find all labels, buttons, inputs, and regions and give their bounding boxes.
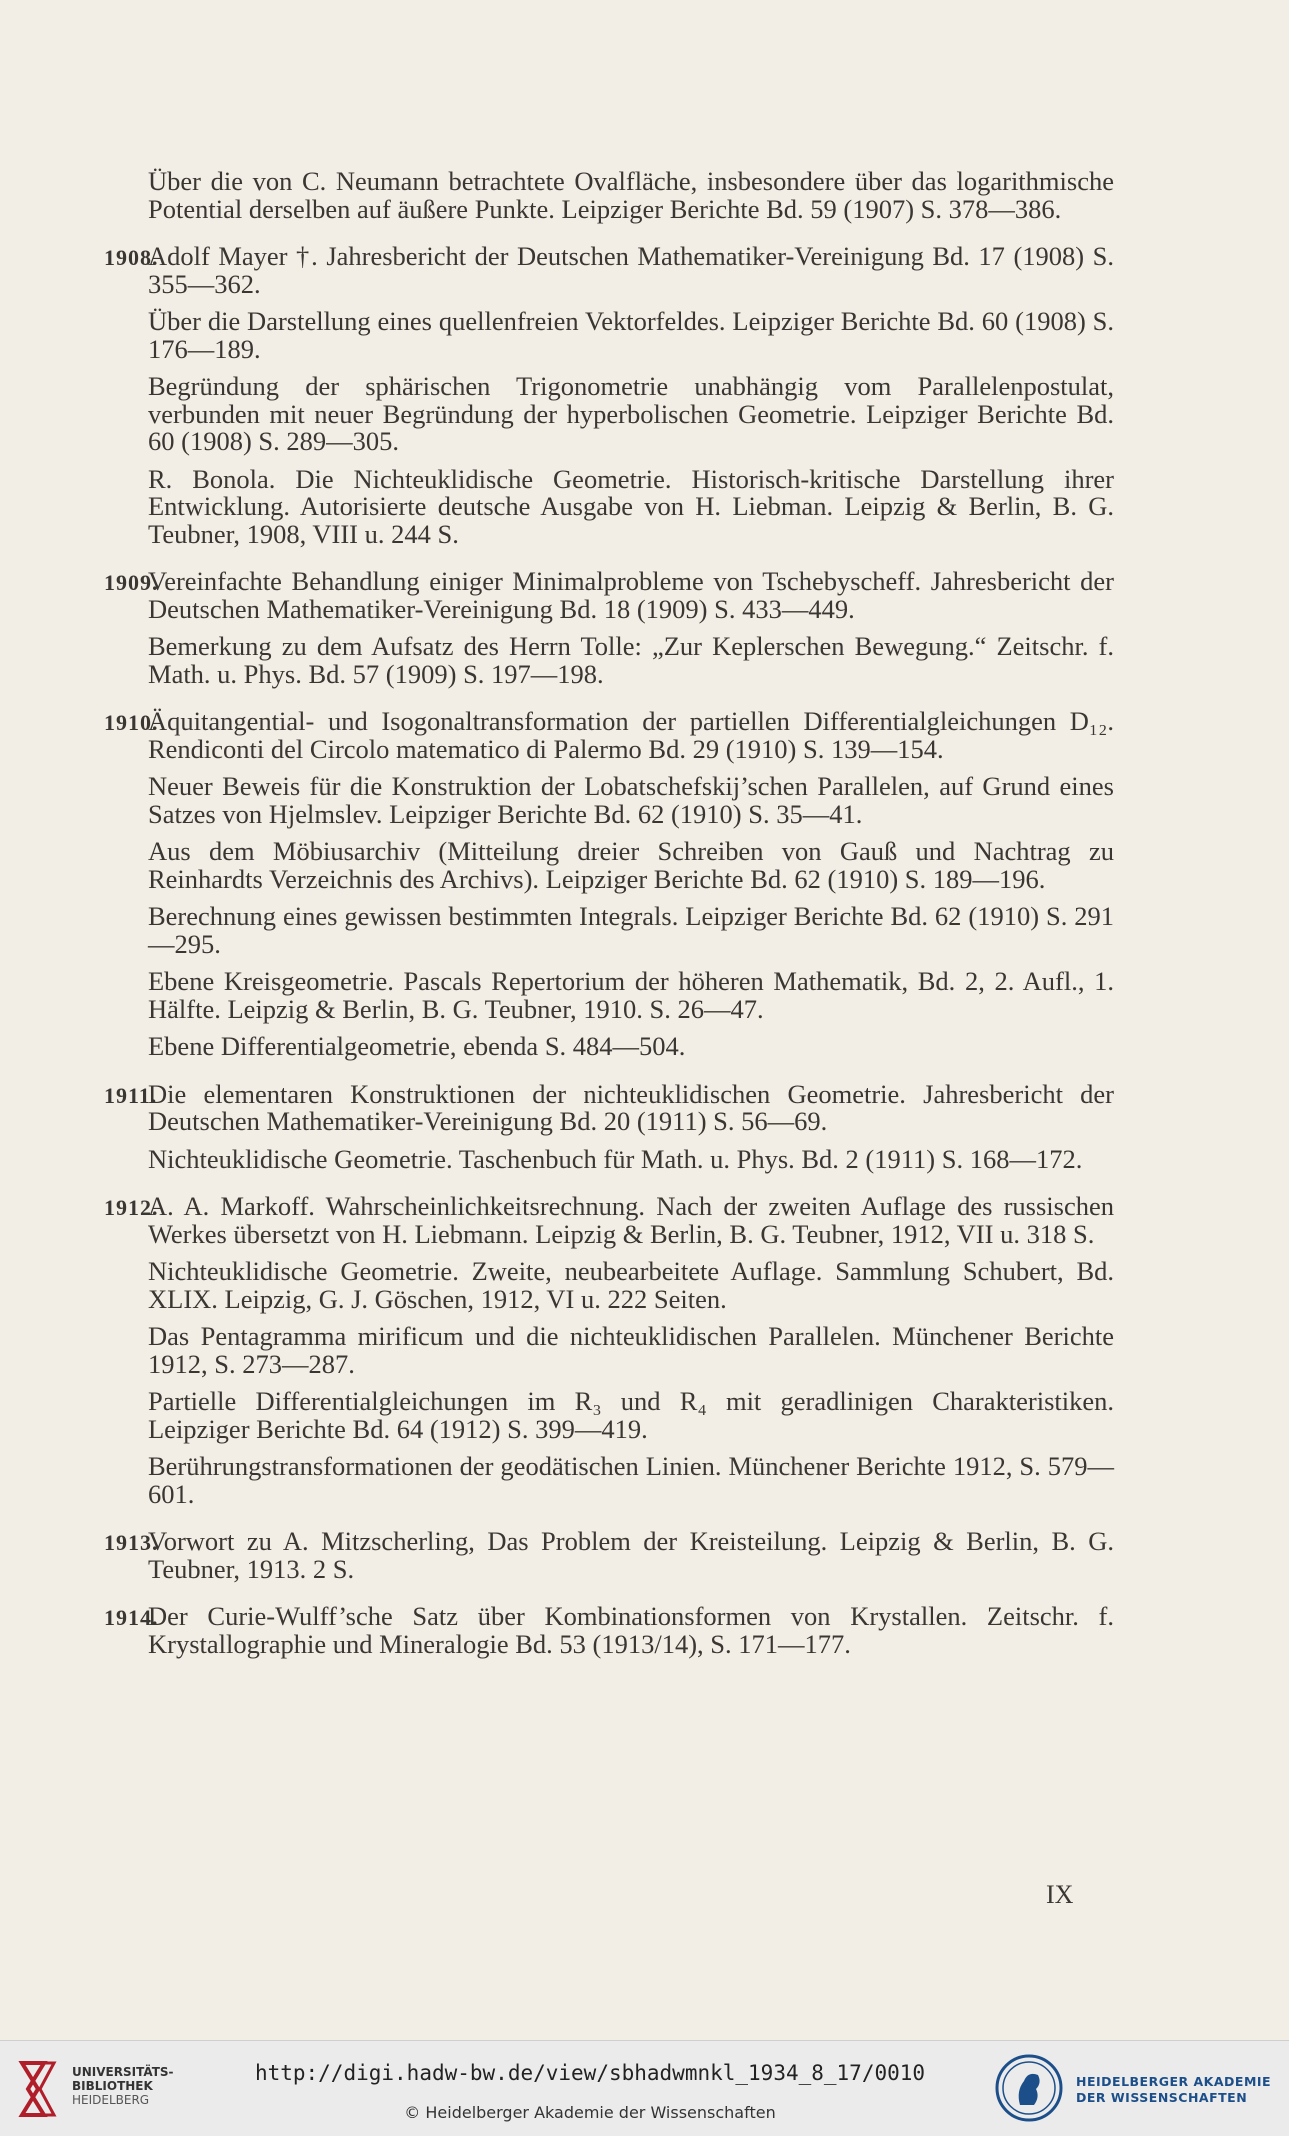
academy-logo-icon[interactable]	[994, 2053, 1064, 2123]
bibliography-entry	[104, 308, 1114, 363]
entry-text: Vereinfachte Behandlung einiger Minimalprobleme von Tschebyscheff. Jahresbericht der Deutschen Mathematiker-Vereinigung Bd. 18 (1909) S. 433—449.	[148, 566, 1114, 624]
entry-text: Begründung der sphärischen Trigonometrie unabhängig vom Parallelenpostulat, verbunden mit neuer Begründung der hyperbolischen Geometrie. Leipziger Berichte Bd. 60 (1908) S. 289—305.	[148, 371, 1114, 456]
entry-year: 1913.	[104, 1530, 159, 1555]
entry-text: Berechnung eines gewissen bestimmten Integrals. Leipziger Berichte Bd. 62 (1910) S. 291—295.	[148, 901, 1114, 959]
bibliography-entry	[104, 1143, 1114, 1174]
bibliography-entry	[104, 633, 1114, 688]
bibliography-entry	[104, 168, 1114, 223]
entry-year: 1909.	[104, 570, 159, 595]
entry-text: R. Bonola. Die Nichteuklidische Geometrie. Historisch-kritische Darstellung ihrer Entwicklung. Autorisierte deutsche Ausgabe von H. Liebman. Leipzig & Berlin, B. G. Teubner, 1908, VIII u. 244 S.	[148, 463, 1114, 549]
entry-text: Nichteuklidische Geometrie. Taschenbuch für Math. u. Phys. Bd. 2 (1911) S. 168—172.	[148, 1143, 1083, 1174]
bibliography-entry	[104, 1078, 1114, 1136]
bibliography-entry	[104, 1603, 1114, 1658]
entry-text: Der Curie-Wulff’sche Satz über Kombinationsformen von Krystallen. Zeitschr. f. Krystallographie und Mineralogie Bd. 53 (1913/14), S. 171—177.	[148, 1601, 1114, 1659]
bibliography-list	[104, 168, 1114, 1668]
bibliography-entry	[104, 708, 1114, 763]
academy-line-1: HEIDELBERGER AKADEMIE	[1076, 2074, 1272, 2089]
entry-year: 1908.	[104, 245, 159, 270]
entry-text: Ebene Kreisgeometrie. Pascals Repertorium der höheren Mathematik, Bd. 2, 2. Aufl., 1. Hälfte. Leipzig & Berlin, B. G. Teubner, 1910. S. 26—47.	[148, 966, 1114, 1024]
academy-line-2: DER WISSENSCHAFTEN	[1076, 2090, 1248, 2105]
entry-text: Partielle Differentialgleichungen im R₃ und R₄ mit geradlinigen Charakteristiken. Leipziger Berichte Bd. 64 (1912) S. 399—419.	[148, 1386, 1114, 1444]
academy-name	[1076, 2074, 1271, 2106]
entry-text: Über die Darstellung eines quellenfreien Vektorfeldes. Leipziger Berichte Bd. 60 (1908) S. 176—189.	[148, 306, 1114, 364]
bibliography-entry	[104, 903, 1114, 958]
entry-text: Vorwort zu A. Mitzscherling, Das Problem der Kreisteilung. Leipzig & Berlin, B. G. Teubner, 1913. 2 S.	[148, 1526, 1114, 1584]
bibliography-entry	[104, 773, 1114, 828]
entry-text: Neuer Beweis für die Konstruktion der Lobatschefskij’schen Parallelen, auf Grund eines Satzes von Hjelmslev. Leipziger Berichte Bd. 62 (1910) S. 35—41.	[148, 771, 1114, 829]
bibliography-entry	[104, 373, 1114, 456]
entry-year: 1911.	[104, 1082, 158, 1108]
university-line-1: UNIVERSITÄTS-	[72, 2065, 174, 2079]
bibliography-entry	[104, 243, 1114, 298]
entry-text: Berührungstransformationen der geodätischen Linien. Münchener Berichte 1912, S. 579—601.	[148, 1451, 1114, 1509]
entry-year: 1914.	[104, 1605, 159, 1630]
entry-text: Adolf Mayer †. Jahresbericht der Deutschen Mathematiker-Vereinigung Bd. 17 (1908) S. 355—362.	[148, 241, 1114, 299]
entry-year: 1910.	[104, 710, 159, 735]
copyright-notice: © Heidelberger Akademie der Wissenschaften	[404, 2103, 776, 2122]
bibliography-entry	[104, 463, 1114, 549]
bibliography-entry	[104, 568, 1114, 623]
entry-text: A. A. Markoff. Wahrscheinlichkeitsrechnung. Nach der zweiten Auflage des russischen Werkes übersetzt von H. Liebmann. Leipzig & Berlin, B. G. Teubner, 1912, VII u. 318 S.	[148, 1191, 1114, 1249]
bibliography-entry	[104, 838, 1114, 893]
entry-text: Das Pentagramma mirificum und die nichteuklidischen Parallelen. Münchener Berichte 1912, S. 273—287.	[148, 1321, 1114, 1379]
entry-text: Die elementaren Konstruktionen der nichteuklidischen Geometrie. Jahresbericht der Deutschen Mathematiker-Vereinigung Bd. 20 (1911) S. 56—69.	[148, 1078, 1114, 1136]
entry-text: Nichteuklidische Geometrie. Zweite, neubearbeitete Auflage. Sammlung Schubert, Bd. XLIX. Leipzig, G. J. Göschen, 1912, VI u. 222 Seiten.	[148, 1256, 1114, 1314]
bibliography-entry	[104, 968, 1114, 1023]
university-line-2: BIBLIOTHEK	[72, 2079, 153, 2093]
bibliography-entry	[104, 1453, 1114, 1508]
bibliography-entry	[104, 1193, 1114, 1248]
entry-text: Aus dem Möbiusarchiv (Mitteilung dreier Schreiben von Gauß und Nachtrag zu Reinhardts Verzeichnis des Archivs). Leipziger Berichte Bd. 62 (1910) S. 189—196.	[148, 836, 1114, 894]
bibliography-entry	[104, 1323, 1114, 1378]
permalink-url[interactable]: http://digi.hadw-bw.de/view/sbhadwmnkl_1934_8_17/0010	[254, 2061, 926, 2085]
entry-text: Über die von C. Neumann betrachtete Ovalfläche, insbesondere über das logarithmische Potential derselben auf äußere Punkte. Leipziger Berichte Bd. 59 (1907) S. 378—386.	[148, 166, 1114, 224]
entry-text: Äquitangential- und Isogonaltransformation der partiellen Differentialgleichungen D₁₂. Rendiconti del Circolo matematico di Palermo Bd. 29 (1910) S. 139—154.	[148, 706, 1114, 764]
entry-text: Bemerkung zu dem Aufsatz des Herrn Tolle: „Zur Keplerschen Bewegung.“ Zeitschr. f. Math. u. Phys. Bd. 57 (1909) S. 197—198.	[148, 631, 1114, 689]
university-library-name	[72, 2065, 174, 2107]
entry-text: Ebene Differentialgeometrie, ebenda S. 484—504.	[148, 1031, 686, 1061]
page-number: IX	[1046, 1880, 1074, 1909]
viewer-footer	[0, 2040, 1289, 2136]
university-line-3: HEIDELBERG	[72, 2093, 150, 2107]
university-library-logo-icon[interactable]	[14, 2059, 60, 2119]
bibliography-entry	[104, 1388, 1114, 1443]
bibliography-entry	[104, 1258, 1114, 1313]
bibliography-entry	[104, 1528, 1114, 1583]
bibliography-entry	[104, 1033, 1114, 1061]
entry-year: 1912.	[104, 1195, 159, 1220]
